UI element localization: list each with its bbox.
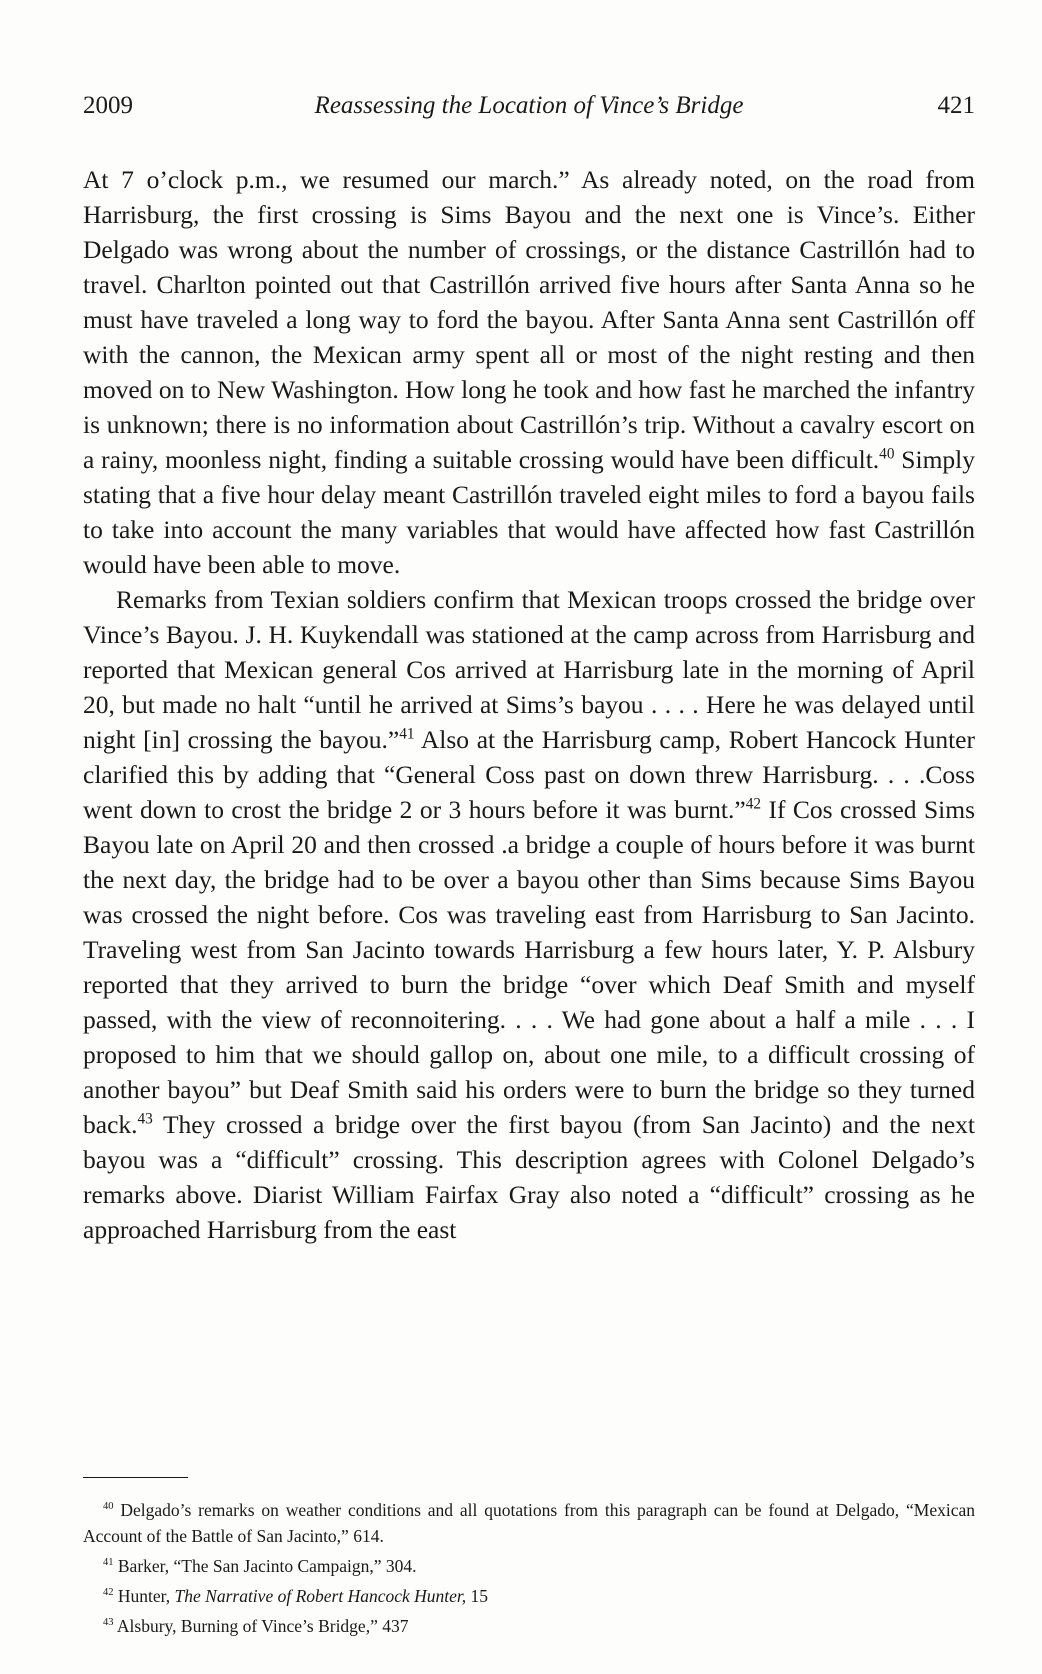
footnote-ref-40: 40	[879, 445, 895, 463]
header-year: 2009	[83, 92, 133, 119]
paragraph-1	[83, 162, 975, 582]
footnote-text: Hunter,	[113, 1586, 175, 1606]
footnote-42	[83, 1583, 975, 1609]
footnote-41	[83, 1553, 975, 1579]
footnote-text: Barker, “The San Jacinto Campaign,” 304.	[113, 1556, 417, 1576]
footnote-ref-41: 41	[399, 725, 415, 743]
running-header	[83, 86, 975, 126]
paragraph-2	[83, 582, 975, 1247]
footnote-43	[83, 1613, 975, 1639]
paragraph-2-text-c: If Cos crossed Sims Bayou late on April 20 and then crossed .a bridge a couple of hours before it was burnt the next day, the bridge had to be over a bayou other than Sims because Sims Bayou was crossed the night before. Cos was traveling east from Harrisburg to San Jacinto. Traveling west from San Jacinto towards Harrisburg a few hours later, Y. P. Alsbury reported that they arrived to burn the bridge “over which Deaf Smith and myself passed, with the view of reconnoitering. . . . We had gone about a half a mile . . . I proposed to him that we should gallop on, about one mile, to a difficult crossing of another bayou” but Deaf Smith said his orders were to burn the bridge so they turned back.	[83, 795, 975, 1139]
footnote-ref-43: 43	[137, 1110, 153, 1128]
footnote-ref-42: 42	[745, 795, 762, 813]
running-title: Reassessing the Location of Vince’s Bridge	[314, 92, 744, 119]
footnote-number: 40	[103, 1501, 114, 1513]
footnote-rule	[83, 1477, 188, 1478]
footnote-40	[83, 1497, 975, 1549]
paragraph-1-text-a: At 7 o’clock p.m., we resumed our march.” As already noted, on the road from Harrisburg, the first crossing is Sims Bayou and the next one is Vince’s. Either Delgado was wrong about the number of crossings, or the distance Castrillón had to travel. Charlton pointed out that Castrillón arrived five hours after Santa Anna so he must have traveled a long way to ford the bayou. After Santa Anna sent Castrillón off with the cannon, the Mexican army spent all or most of the night resting and then moved on to New Washington. How long he took and how fast he marched the infantry is unknown; there is no information about Castrillón’s trip. Without a cavalry escort on a rainy, moonless night, finding a suitable crossing would have been difficult.	[83, 165, 975, 474]
paragraph-2-text-a: Remarks from Texian soldiers confirm that Mexican troops crossed the bridge over Vince’s Bayou. J. H. Kuykendall was stationed at the camp across from Harrisburg and reported that Mexican general Cos arrived at Harrisburg late in the morning of April 20, but made no halt “until he arrived at Sims’s bayou . . . . Here he was delayed until night [in] crossing the bayou.”	[83, 585, 975, 754]
footnote-text: Delgado’s remarks on weather conditions and all quotations from this paragraph can be found at Delgado, “Mexican Account of the Battle of San Jacinto,” 614.	[83, 1500, 975, 1546]
footnote-text: Alsbury, Burning of Vince’s Bridge,” 437	[113, 1616, 409, 1636]
footnote-text-end: 15	[466, 1586, 489, 1606]
footnotes	[83, 1497, 975, 1643]
paragraph-1-text-b: Simply stating that a five hour delay meant Castrillón traveled eight miles to ford a bayou fails to take into account the many variables that would have affected how fast Castrillón would have been able to move.	[83, 445, 975, 579]
footnote-italic-title: The Narrative of Robert Hancock Hunter,	[174, 1586, 467, 1606]
footnote-number: 41	[103, 1557, 114, 1569]
footnote-number: 43	[103, 1617, 114, 1629]
body-text	[83, 162, 975, 1247]
page-number: 421	[937, 92, 975, 119]
paragraph-2-text-d: They crossed a bridge over the first bayou (from San Jacinto) and the next bayou was a “difficult” crossing. This description agrees with Colonel Delgado’s remarks above. Diarist William Fairfax Gray also noted a “difficult” crossing as he approached Harrisburg from the east	[83, 1110, 975, 1244]
paragraph-2-text-b: Also at the Harrisburg camp, Robert Hancock Hunter clarified this by adding that “General Coss past on down threw Harrisburg. . . .Coss went down to crost the bridge 2 or 3 hours before it was burnt.”	[83, 725, 975, 824]
footnote-number: 42	[103, 1587, 114, 1599]
